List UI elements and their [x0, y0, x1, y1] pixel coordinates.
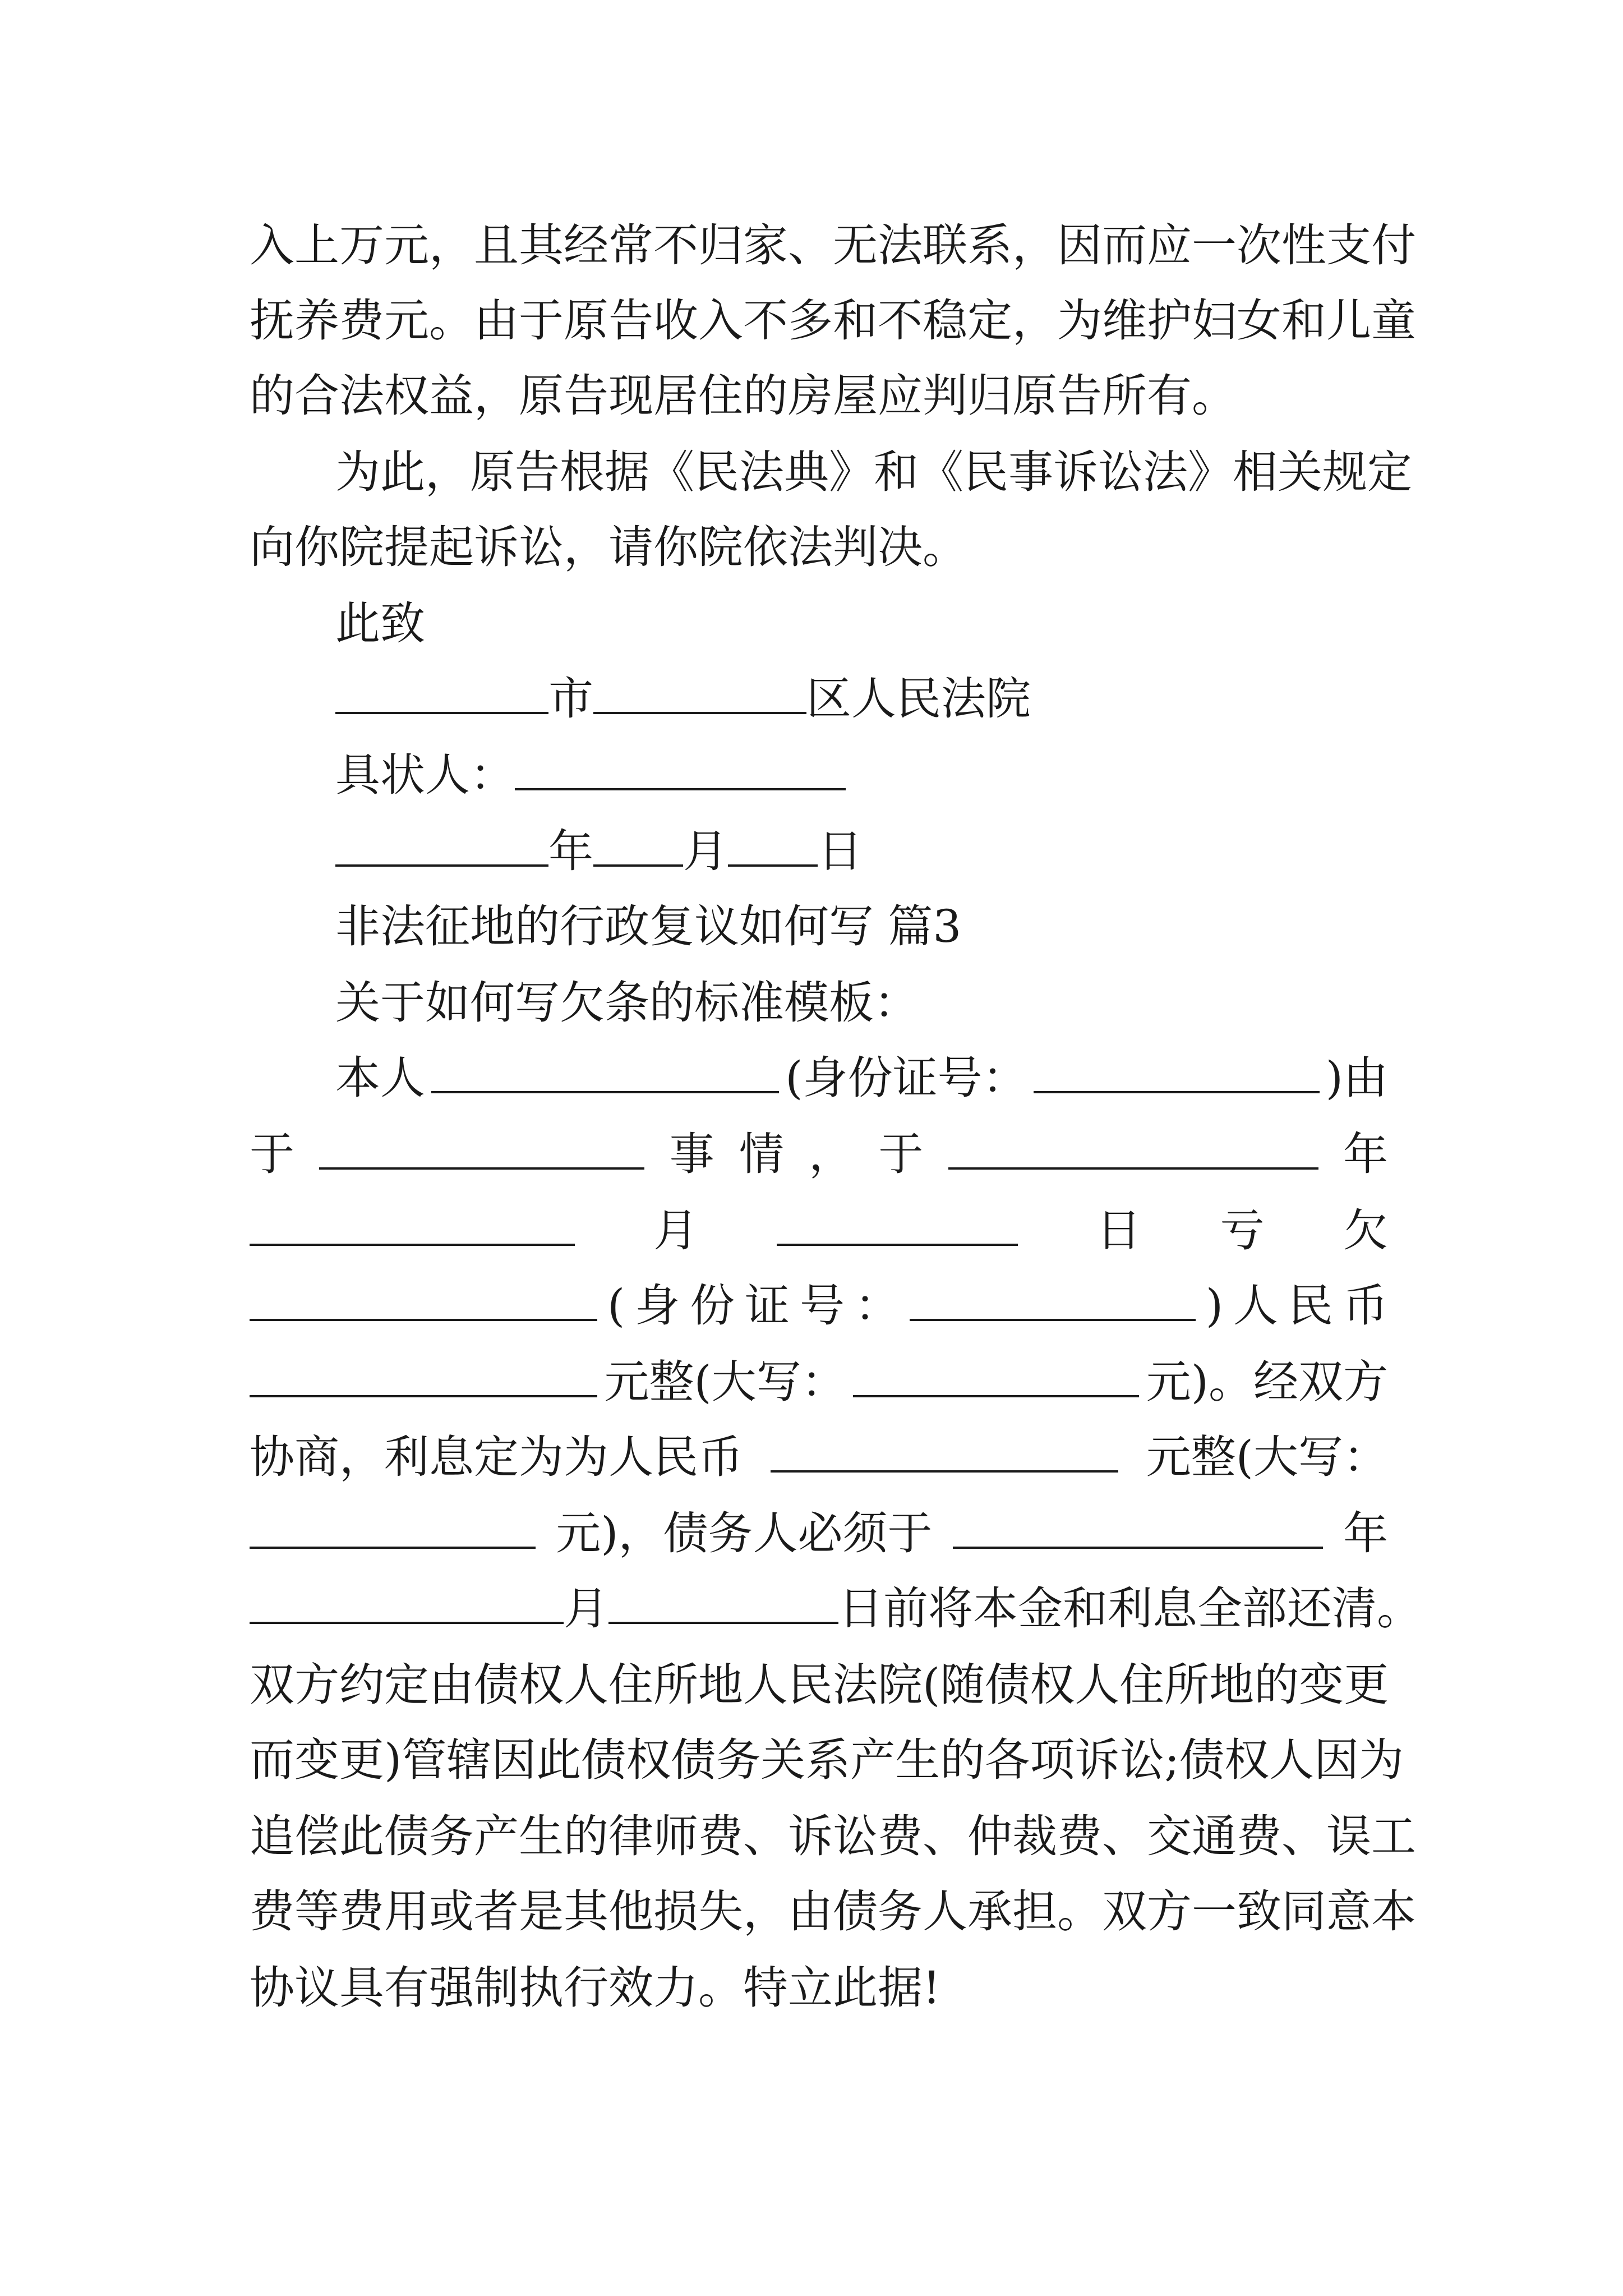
text-line: 双方约定由债权人住所地人民法院(随债权人住所地的变更 — [250, 1659, 1389, 1711]
iou-line-8 — [250, 1581, 1422, 1637]
district-label: 区人民法院 — [806, 673, 1031, 725]
iou-text: 日前将本金和利息全部还清。 — [838, 1582, 1422, 1635]
iou-text: 身 — [635, 1280, 680, 1332]
iou-year-blank — [948, 1127, 1318, 1170]
template-intro: 关于如何写欠条的标准模板： — [335, 977, 919, 1029]
iou-line-5 — [250, 1354, 1388, 1410]
plaintiff-line — [335, 747, 846, 803]
iou-text: 民 — [1288, 1280, 1333, 1332]
iou-text: 币 — [1343, 1280, 1388, 1332]
iou-text: 元)，债务人必须于 — [556, 1507, 933, 1559]
text-line: 协议具有强制执行效力。特立此据! — [250, 1962, 941, 2014]
iou-amount-blank — [250, 1355, 597, 1397]
iou-text: 事 — [669, 1128, 714, 1180]
plaintiff-label: 具状人： — [335, 749, 515, 801]
section-title: 非法征地的行政复议如何写 篇3 — [335, 900, 962, 953]
text-line: 为此，原告根据《民法典》和《民事诉讼法》相关规定 — [335, 446, 1412, 498]
iou-text: 月 — [564, 1582, 608, 1635]
text-line: 追偿此债务产生的律师费、诉讼费、仲裁费、交通费、误工 — [250, 1810, 1416, 1862]
month-blank — [593, 824, 683, 867]
iou-text: (身份证号： — [785, 1052, 1027, 1104]
iou-text: 证 — [745, 1280, 790, 1332]
iou-day-blank — [777, 1203, 1018, 1246]
iou-line-7 — [250, 1506, 1388, 1562]
iou-text: 人 — [1233, 1280, 1279, 1332]
iou-text: 元整(大写： — [1146, 1431, 1388, 1483]
iou-text: 年 — [1343, 1128, 1388, 1180]
iou-creditor-id-blank — [910, 1278, 1196, 1321]
iou-amount-words-blank — [853, 1355, 1139, 1397]
iou-text: )由 — [1325, 1052, 1388, 1104]
iou-creditor-blank — [250, 1278, 597, 1321]
iou-text: 月 — [653, 1204, 698, 1257]
text-line: 入上万元，且其经常不归家、无法联系，因而应一次性支付 — [250, 219, 1416, 272]
iou-text: 情 — [739, 1128, 784, 1180]
salutation: 此致 — [335, 597, 425, 650]
text-line: 抚养费元。由于原告收入不多和不稳定，为维护妇女和儿童 — [250, 295, 1416, 347]
iou-text: 年 — [1343, 1507, 1388, 1559]
day-blank — [728, 824, 818, 867]
iou-text: 号 — [799, 1280, 845, 1332]
iou-month-blank — [250, 1203, 575, 1246]
iou-text: 亏 — [1220, 1204, 1265, 1257]
plaintiff-blank — [515, 748, 846, 790]
iou-text: ： — [854, 1280, 900, 1332]
iou-text: 欠 — [1343, 1204, 1388, 1257]
date-line — [335, 823, 863, 880]
day-label: 日 — [818, 825, 863, 877]
iou-line-4 — [250, 1278, 1388, 1334]
iou-due-day-blank — [608, 1581, 838, 1624]
iou-reason-blank — [319, 1127, 644, 1170]
iou-name-blank — [431, 1051, 779, 1093]
iou-line-3 — [250, 1203, 1388, 1259]
iou-due-year-blank — [953, 1506, 1323, 1549]
year-label: 年 — [548, 825, 593, 877]
city-label: 市 — [548, 673, 593, 725]
iou-text: ( — [607, 1280, 625, 1332]
iou-text: 于 — [878, 1128, 924, 1180]
iou-text: 元整(大写： — [604, 1356, 846, 1408]
iou-line-1 — [335, 1050, 1388, 1106]
iou-text: 份 — [690, 1280, 735, 1332]
text-line: 而变更)管辖因此债权债务关系产生的各项诉讼;债权人因为 — [250, 1734, 1404, 1786]
iou-text: ) — [1205, 1280, 1224, 1332]
text-line: 向你院提起诉讼，请你院依法判决。 — [250, 521, 967, 573]
city-blank — [335, 671, 548, 714]
month-label: 月 — [683, 825, 728, 877]
iou-line-6 — [250, 1429, 1388, 1485]
text-line: 费等费用或者是其他损失，由债务人承担。双方一致同意本 — [250, 1885, 1416, 1938]
iou-text: 于 — [250, 1128, 294, 1180]
iou-text: 本人 — [335, 1052, 425, 1104]
iou-text: 协商，利息定为为人民币 — [250, 1431, 743, 1483]
iou-due-month-blank — [250, 1581, 564, 1624]
court-line — [335, 671, 1031, 727]
year-blank — [335, 824, 548, 867]
iou-interest-blank — [771, 1430, 1118, 1473]
iou-text: 日 — [1096, 1204, 1141, 1257]
text-line: 的合法权益，原告现居住的房屋应判归原告所有。 — [250, 370, 1237, 422]
iou-text: ， — [809, 1128, 854, 1180]
district-blank — [593, 671, 806, 714]
iou-interest-words-blank — [250, 1506, 536, 1549]
iou-text: 元)。经双方 — [1146, 1356, 1388, 1408]
iou-line-2 — [250, 1126, 1388, 1182]
iou-id-blank — [1034, 1051, 1320, 1093]
